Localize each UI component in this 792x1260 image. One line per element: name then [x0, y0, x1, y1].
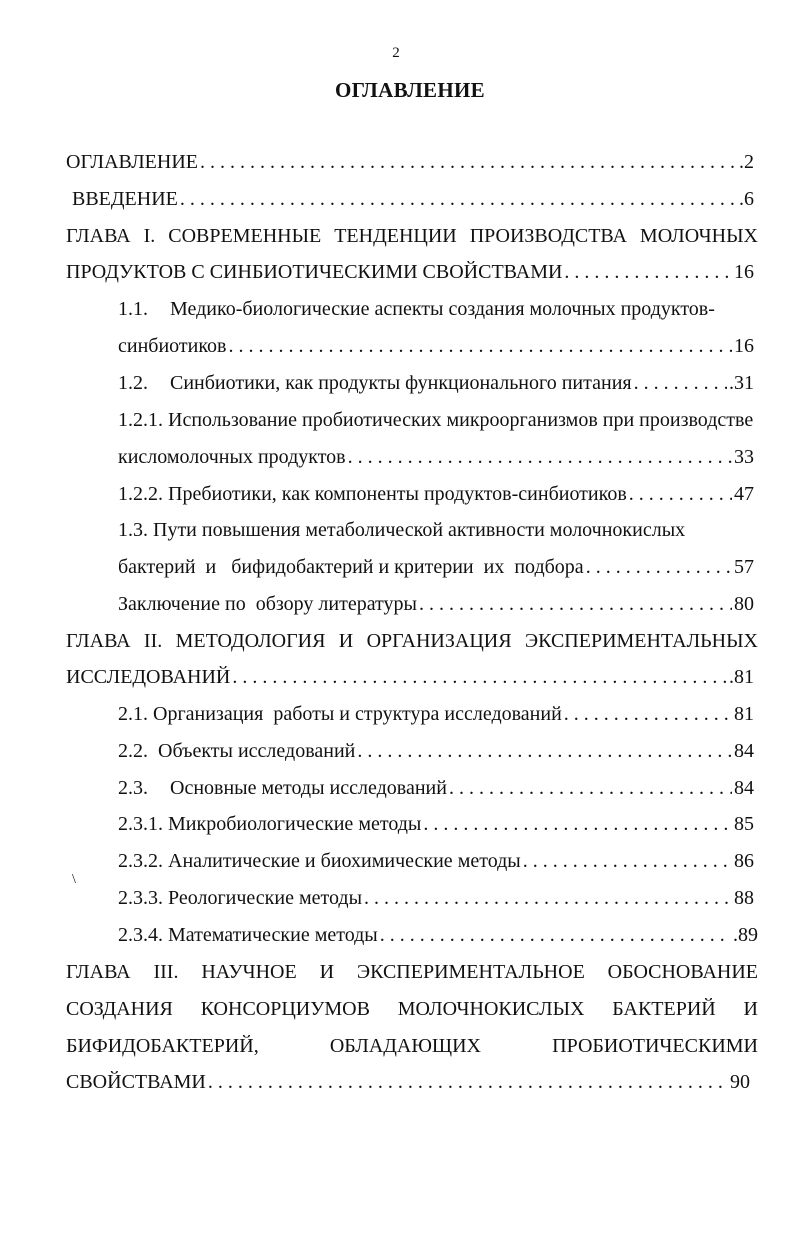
- toc-page-number: 80: [734, 593, 754, 615]
- toc-page-number: 88: [734, 887, 754, 909]
- toc-entry-chapter-3-line1[interactable]: ГЛАВА III. НАУЧНОЕ И ЭКСПЕРИМЕНТАЛЬНОЕ ОБОСНОВАНИЕ: [66, 961, 758, 983]
- toc-page-number: .81: [729, 666, 754, 688]
- toc-entry-text: ОГЛАВЛЕНИЕ: [66, 151, 198, 173]
- toc-entry-text: 2.3.2. Аналитические и биохимические методы: [118, 850, 521, 872]
- toc-entry-1-1-line1[interactable]: [118, 295, 758, 323]
- leader-dots: [364, 884, 732, 912]
- toc-entry-2-3-4[interactable]: [118, 921, 758, 949]
- leader-dots: [564, 258, 732, 286]
- toc-entry-text: 2.3.3. Реологические методы: [118, 887, 363, 909]
- toc-entry-chapter-3-line3[interactable]: БИФИДОБАКТЕРИЙ, ОБЛАДАЮЩИХ ПРОБИОТИЧЕСКИМИ: [66, 1035, 758, 1057]
- toc-entry-text: Синбиотики, как продукты функционального питания: [170, 372, 632, 394]
- toc-entry-text: кисломолочных продуктов: [118, 446, 346, 468]
- toc-entry-text: Основные методы исследований: [170, 777, 447, 799]
- leader-dots: [629, 480, 732, 508]
- page-number: 2: [392, 45, 400, 61]
- toc-page-number: 47: [734, 483, 754, 505]
- toc-entry-text: 2.3.4. Математические методы: [118, 924, 378, 946]
- toc-entry-1-3[interactable]: [118, 553, 754, 581]
- page-title: ОГЛАВЛЕНИЕ: [335, 78, 485, 102]
- leader-dots: [423, 810, 732, 838]
- toc-page-number: .2: [739, 151, 754, 173]
- toc-entry-1-2[interactable]: [118, 369, 754, 397]
- leader-dots: [586, 553, 732, 581]
- toc-page-number: 84: [734, 740, 754, 762]
- toc-entry-chapter-1-line1[interactable]: ГЛАВА I. СОВРЕМЕННЫЕ ТЕНДЕНЦИИ ПРОИЗВОДСТВА МОЛОЧНЫХ: [66, 225, 758, 247]
- toc-page-number: .89: [733, 924, 758, 946]
- toc-entry-text: ИССЛЕДОВАНИЙ: [66, 666, 231, 688]
- toc-page-number: 81: [734, 703, 754, 725]
- toc-entry-2-2[interactable]: [118, 737, 754, 765]
- toc-entry-1-1[interactable]: [118, 332, 754, 360]
- toc-page-number: 84: [734, 777, 754, 799]
- leader-dots: [449, 774, 732, 802]
- toc-page-number: 90: [730, 1071, 750, 1093]
- toc-entry-introduction[interactable]: [72, 185, 754, 213]
- toc-page-number: 57: [734, 556, 754, 578]
- toc-entry-1-2-2[interactable]: [118, 480, 754, 508]
- toc-entry-2-1[interactable]: [118, 700, 754, 728]
- toc-entry-text: бактерий и бифидобактерий и критерии их подбора: [118, 556, 584, 578]
- toc-entry-text: 2.3.1. Микробиологические методы: [118, 813, 422, 835]
- toc-entry-chapter-3-line2[interactable]: СОЗДАНИЯ КОНСОРЦИУМОВ МОЛОЧНОКИСЛЫХ БАКТЕРИЙ И: [66, 998, 758, 1020]
- leader-dots: [208, 1068, 728, 1096]
- toc-entry-text: Медико-биологические аспекты создания молочных продуктов-: [170, 298, 715, 320]
- leader-dots: [634, 369, 727, 397]
- toc-entry-2-3-3[interactable]: [118, 884, 754, 912]
- toc-entry-2-3-1[interactable]: [118, 810, 754, 838]
- toc-entry-1-3-line1[interactable]: 1.3. Пути повышения метаболической активности молочнокислых: [118, 519, 686, 541]
- toc-entry-chapter-3[interactable]: [66, 1068, 750, 1096]
- toc-entry-text: ПРОДУКТОВ С СИНБИОТИЧЕСКИМИ СВОЙСТВАМИ: [66, 261, 563, 283]
- section-number: 1.2.: [118, 372, 148, 394]
- leader-dots: [229, 332, 733, 360]
- toc-entry-text: синбиотиков: [118, 335, 227, 357]
- toc-page-number: 16: [734, 335, 754, 357]
- toc-entry-text: 2.1. Организация работы и структура исследований: [118, 703, 562, 725]
- toc-entry-text: 1.2.2. Пребиотики, как компоненты продуктов-синбиотиков: [118, 483, 627, 505]
- toc-page-number: .31: [729, 372, 754, 394]
- leader-dots: [232, 663, 727, 691]
- leader-dots: [380, 921, 731, 949]
- toc-entry-text: Заключение по обзору литературы: [118, 593, 417, 615]
- toc-entry-1-2-1-line1[interactable]: 1.2.1. Использование пробиотических микроорганизмов при производстве: [118, 409, 754, 431]
- toc-entry-text: 2.2. Объекты исследований: [118, 740, 356, 762]
- toc-entry-contents[interactable]: [66, 148, 754, 176]
- leader-dots: [419, 590, 732, 618]
- toc-page-number: 86: [734, 850, 754, 872]
- toc-page-number: 33: [734, 446, 754, 468]
- toc-entry-chapter-1[interactable]: [66, 258, 754, 286]
- section-number: 2.3.: [118, 777, 148, 799]
- leader-dots: [357, 737, 732, 765]
- toc-page-number: 85: [734, 813, 754, 835]
- leader-dots: [523, 847, 732, 875]
- toc-entry-1-2-1[interactable]: [118, 443, 754, 471]
- toc-entry-chapter-2[interactable]: [66, 663, 754, 691]
- toc-entry-text: ВВЕДЕНИЕ: [72, 188, 178, 210]
- stray-mark: \: [72, 872, 76, 887]
- toc-entry-text: СВОЙСТВАМИ: [66, 1071, 206, 1093]
- leader-dots: [348, 443, 732, 471]
- leader-dots: [180, 185, 737, 213]
- toc-page-number: 16: [734, 261, 754, 283]
- toc-entry-chapter-2-line1[interactable]: ГЛАВА II. МЕТОДОЛОГИЯ И ОРГАНИЗАЦИЯ ЭКСПЕРИМЕНТАЛЬНЫХ: [66, 630, 758, 652]
- toc-entry-conclusion[interactable]: [118, 590, 754, 618]
- toc-entry-2-3[interactable]: [118, 774, 754, 802]
- section-number: 1.1.: [118, 298, 148, 320]
- leader-dots: [200, 148, 737, 176]
- toc-page-number: .6: [739, 188, 754, 210]
- toc-entry-2-3-2[interactable]: [118, 847, 754, 875]
- leader-dots: [564, 700, 732, 728]
